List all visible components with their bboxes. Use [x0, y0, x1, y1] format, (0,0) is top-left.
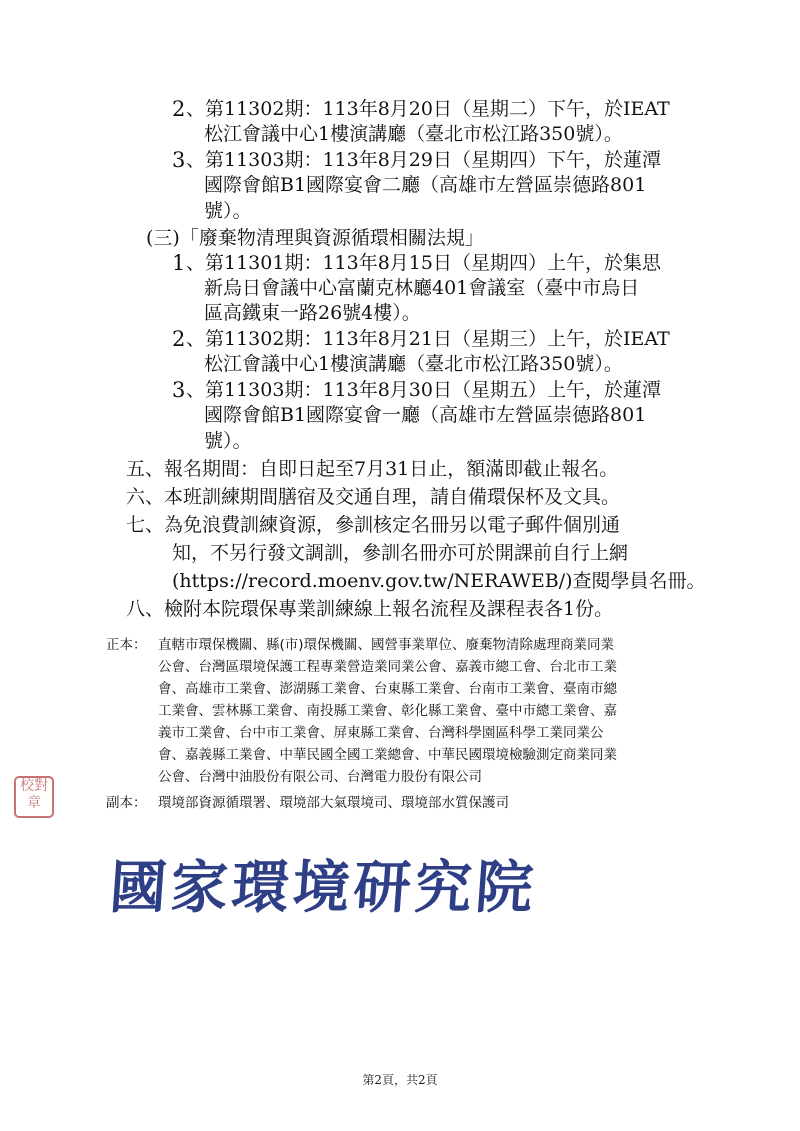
item-seven: 七、為免浪費訓練資源，參訓核定名冊另以電子郵件個別通 — [126, 514, 621, 536]
session-line: 、第11303期：113年8月29日（星期四）下午，於蓮潭 — [186, 149, 661, 171]
secondary-recipients-text: 環境部資源循環署、環境部大氣環境司、環境部水質保護司 — [158, 795, 509, 811]
session-line: 國際會館B1國際宴會二廳（高雄市左營區崇德路801 — [204, 174, 647, 196]
item-six: 六、本班訓練期間膳宿及交通自理，請自備環保杯及文具。 — [126, 486, 621, 508]
session-number: 2 — [172, 97, 186, 121]
primary-recipients-line: 公會、台灣區環境保護工程專業營造業同業公會、嘉義市總工會、台北市工業 — [158, 659, 617, 675]
session-number: 2 — [172, 327, 186, 351]
item-seven: 知，不另行發文調訓，參訓名冊亦可於開課前自行上網 — [172, 542, 629, 564]
primary-recipients-line: 工業會、雲林縣工業會、南投縣工業會、彰化縣工業會、臺中市總工業會、嘉 — [158, 703, 617, 719]
section-heading: (三)「廢棄物清理與資源循環相關法規」 — [146, 227, 484, 249]
session-line: 松江會議中心1樓演講廳（臺北市松江路350號）。 — [204, 353, 623, 375]
session-line: 、第11303期：113年8月30日（星期五）上午，於蓮潭 — [186, 379, 661, 401]
institution-signature: 國家環境研究院 — [107, 854, 540, 921]
session-line: 、第11302期：113年8月21日（星期三）上午，於IEAT — [186, 328, 670, 350]
item-five: 五、報名期間：自即日起至7月31日止，額滿即截止報名。 — [126, 458, 619, 480]
session-line: 號）。 — [204, 430, 252, 452]
session-line: 松江會議中心1樓演講廳（臺北市松江路350號）。 — [204, 123, 623, 145]
session-number: 1 — [172, 251, 186, 275]
session-line: 區高鐵東一路26號4樓）。 — [204, 302, 421, 324]
item-eight: 八、檢附本院環保專業訓練線上報名流程及課程表各1份。 — [126, 598, 614, 620]
session-line: 國際會館B1國際宴會一廳（高雄市左營區崇德路801 — [204, 404, 647, 426]
item-seven-url: (https://record.moenv.gov.tw/NERAWEB/)查閱學員名冊。 — [172, 570, 706, 592]
primary-recipients-line: 義市工業會、台中市工業會、屏東縣工業會、台灣科學園區科學工業同業公 — [158, 725, 604, 741]
primary-recipients-line: 會、高雄市工業會、澎湖縣工業會、台東縣工業會、台南市工業會、臺南市總 — [158, 681, 617, 697]
secondary-recipients-label: 副本： — [106, 795, 147, 811]
primary-recipients-line: 直轄市環保機關、縣(市)環保機關、國營事業單位、廢棄物清除處理商業同業 — [158, 637, 615, 653]
primary-recipients-label: 正本： — [106, 637, 147, 653]
primary-recipients-line: 會、嘉義縣工業會、中華民國全國工業總會、中華民國環境檢驗測定商業同業 — [158, 747, 617, 763]
session-number: 3 — [172, 148, 186, 172]
session-number: 3 — [172, 378, 186, 402]
page-footer: 第2頁，共2頁 — [362, 1073, 438, 1087]
primary-recipients-line: 公會、台灣中油股份有限公司、台灣電力股份有限公司 — [158, 769, 482, 785]
session-line: 、第11302期：113年8月20日（星期二）下午，於IEAT — [186, 98, 670, 120]
session-line: 、第11301期：113年8月15日（星期四）上午，於集思 — [186, 252, 661, 274]
session-line: 新烏日會議中心富蘭克林廳401會議室（臺中市烏日 — [204, 277, 640, 299]
proofreading-seal: 校對章 — [14, 776, 54, 818]
session-line: 號）。 — [204, 200, 252, 222]
